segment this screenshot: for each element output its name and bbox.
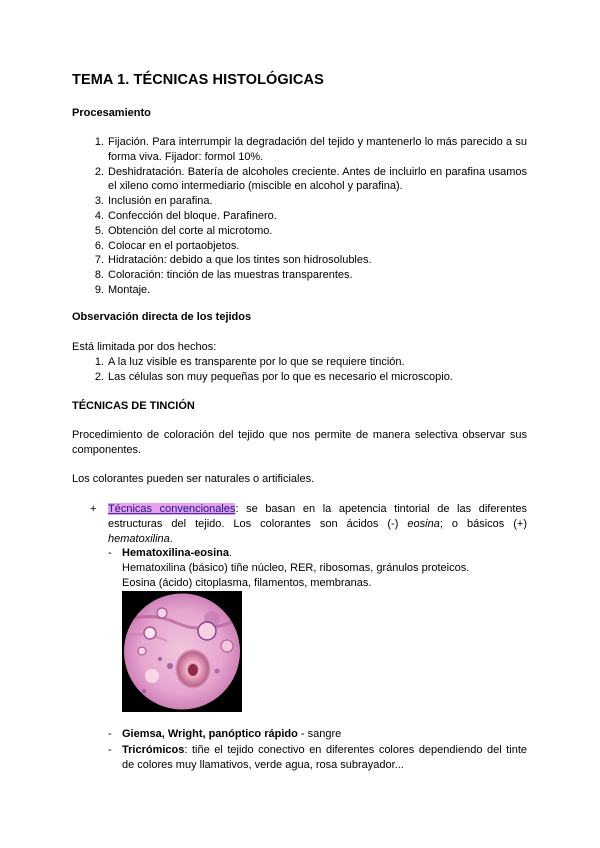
list-item: 5. Obtención del corte al microtomo. — [94, 224, 273, 237]
observacion-intro: Está limitada por dos hechos: — [72, 341, 217, 353]
page-title: TEMA 1. TÉCNICAS HISTOLÓGICAS — [72, 72, 324, 88]
subitem-giemsa: - Giemsa, Wright, panóptico rápido - sangre — [108, 728, 342, 740]
list-item: 7. Hidratación: debido a que los tintes son hidrosolubles. — [94, 254, 372, 267]
list-item: 4. Confección del bloque. Parafinero. — [94, 209, 277, 222]
list-item: 1. A la luz visible es transparente por lo que se requiere tinción. — [94, 356, 405, 368]
procesamiento-list — [72, 135, 527, 298]
list-item: 3. Inclusión en parafina. — [94, 195, 213, 208]
list-item: 1. Fijación. Para interrumpir la degradación del tejido y mantenerlo lo más parecido a su forma viva. Fijador: formol 10%. — [94, 136, 527, 163]
tincion-paragraph-1: Procedimiento de coloración del tejido que nos permite de manera selectiva observar sus componentes. — [72, 429, 527, 456]
subitem-title: Hematoxilina-eosina — [122, 547, 229, 559]
observacion-list — [72, 355, 527, 385]
list-item: 6. Colocar en el portaobjetos. — [94, 239, 240, 252]
subitem-title: Giemsa, Wright, panóptico rápido — [122, 728, 298, 740]
micrograph-image — [122, 591, 242, 712]
histology-micrograph — [122, 591, 242, 712]
list-item: 8. Coloración: tinción de las muestras transparentes. — [94, 269, 353, 282]
bullet-convencionales: + Técnicas convencionales: se basan en la apetencia tintorial de las diferentes estructuras del tejido. Los colorantes son ácidos (-) eosina; o básicos (+) hematoxilina. — [90, 503, 528, 545]
section-heading-tincion: TÉCNICAS DE TINCIÓN — [72, 400, 195, 412]
list-item: 9. Montaje. — [94, 283, 151, 296]
list-item: 2. Las células son muy pequeñas por lo que es necesario el microscopio. — [94, 370, 453, 383]
bullet-mark: + — [90, 503, 97, 515]
subitem-title: Tricrómicos — [122, 744, 185, 756]
subitem-hematoxilina-eosina: - Hematoxilina-eosina. Hematoxilina (básico) tiñe núcleo, RER, ribosomas, gránulos proteicos. Eosina (ácido) citoplasma, filamentos, membranas. — [108, 547, 470, 589]
section-heading-procesamiento: Procesamiento — [72, 107, 151, 119]
section-heading-observacion: Observación directa de los tejidos — [72, 311, 252, 323]
list-item: 2. Deshidratación. Batería de alcoholes creciente. Antes de incluirlo en parafina usamos el xileno como intermediario (miscible en alcohol y parafina). — [94, 165, 527, 193]
subitem-tricromicos: - Tricrómicos: tiñe el tejido conectivo en diferentes colores dependiendo del tinte de colores muy llamativos, verde agua, rosa subrayador... — [108, 744, 527, 771]
tincion-paragraph-2: Los colorantes pueden ser naturales o artificiales. — [72, 473, 315, 485]
highlighted-term: Técnicas convencionales — [108, 503, 236, 515]
